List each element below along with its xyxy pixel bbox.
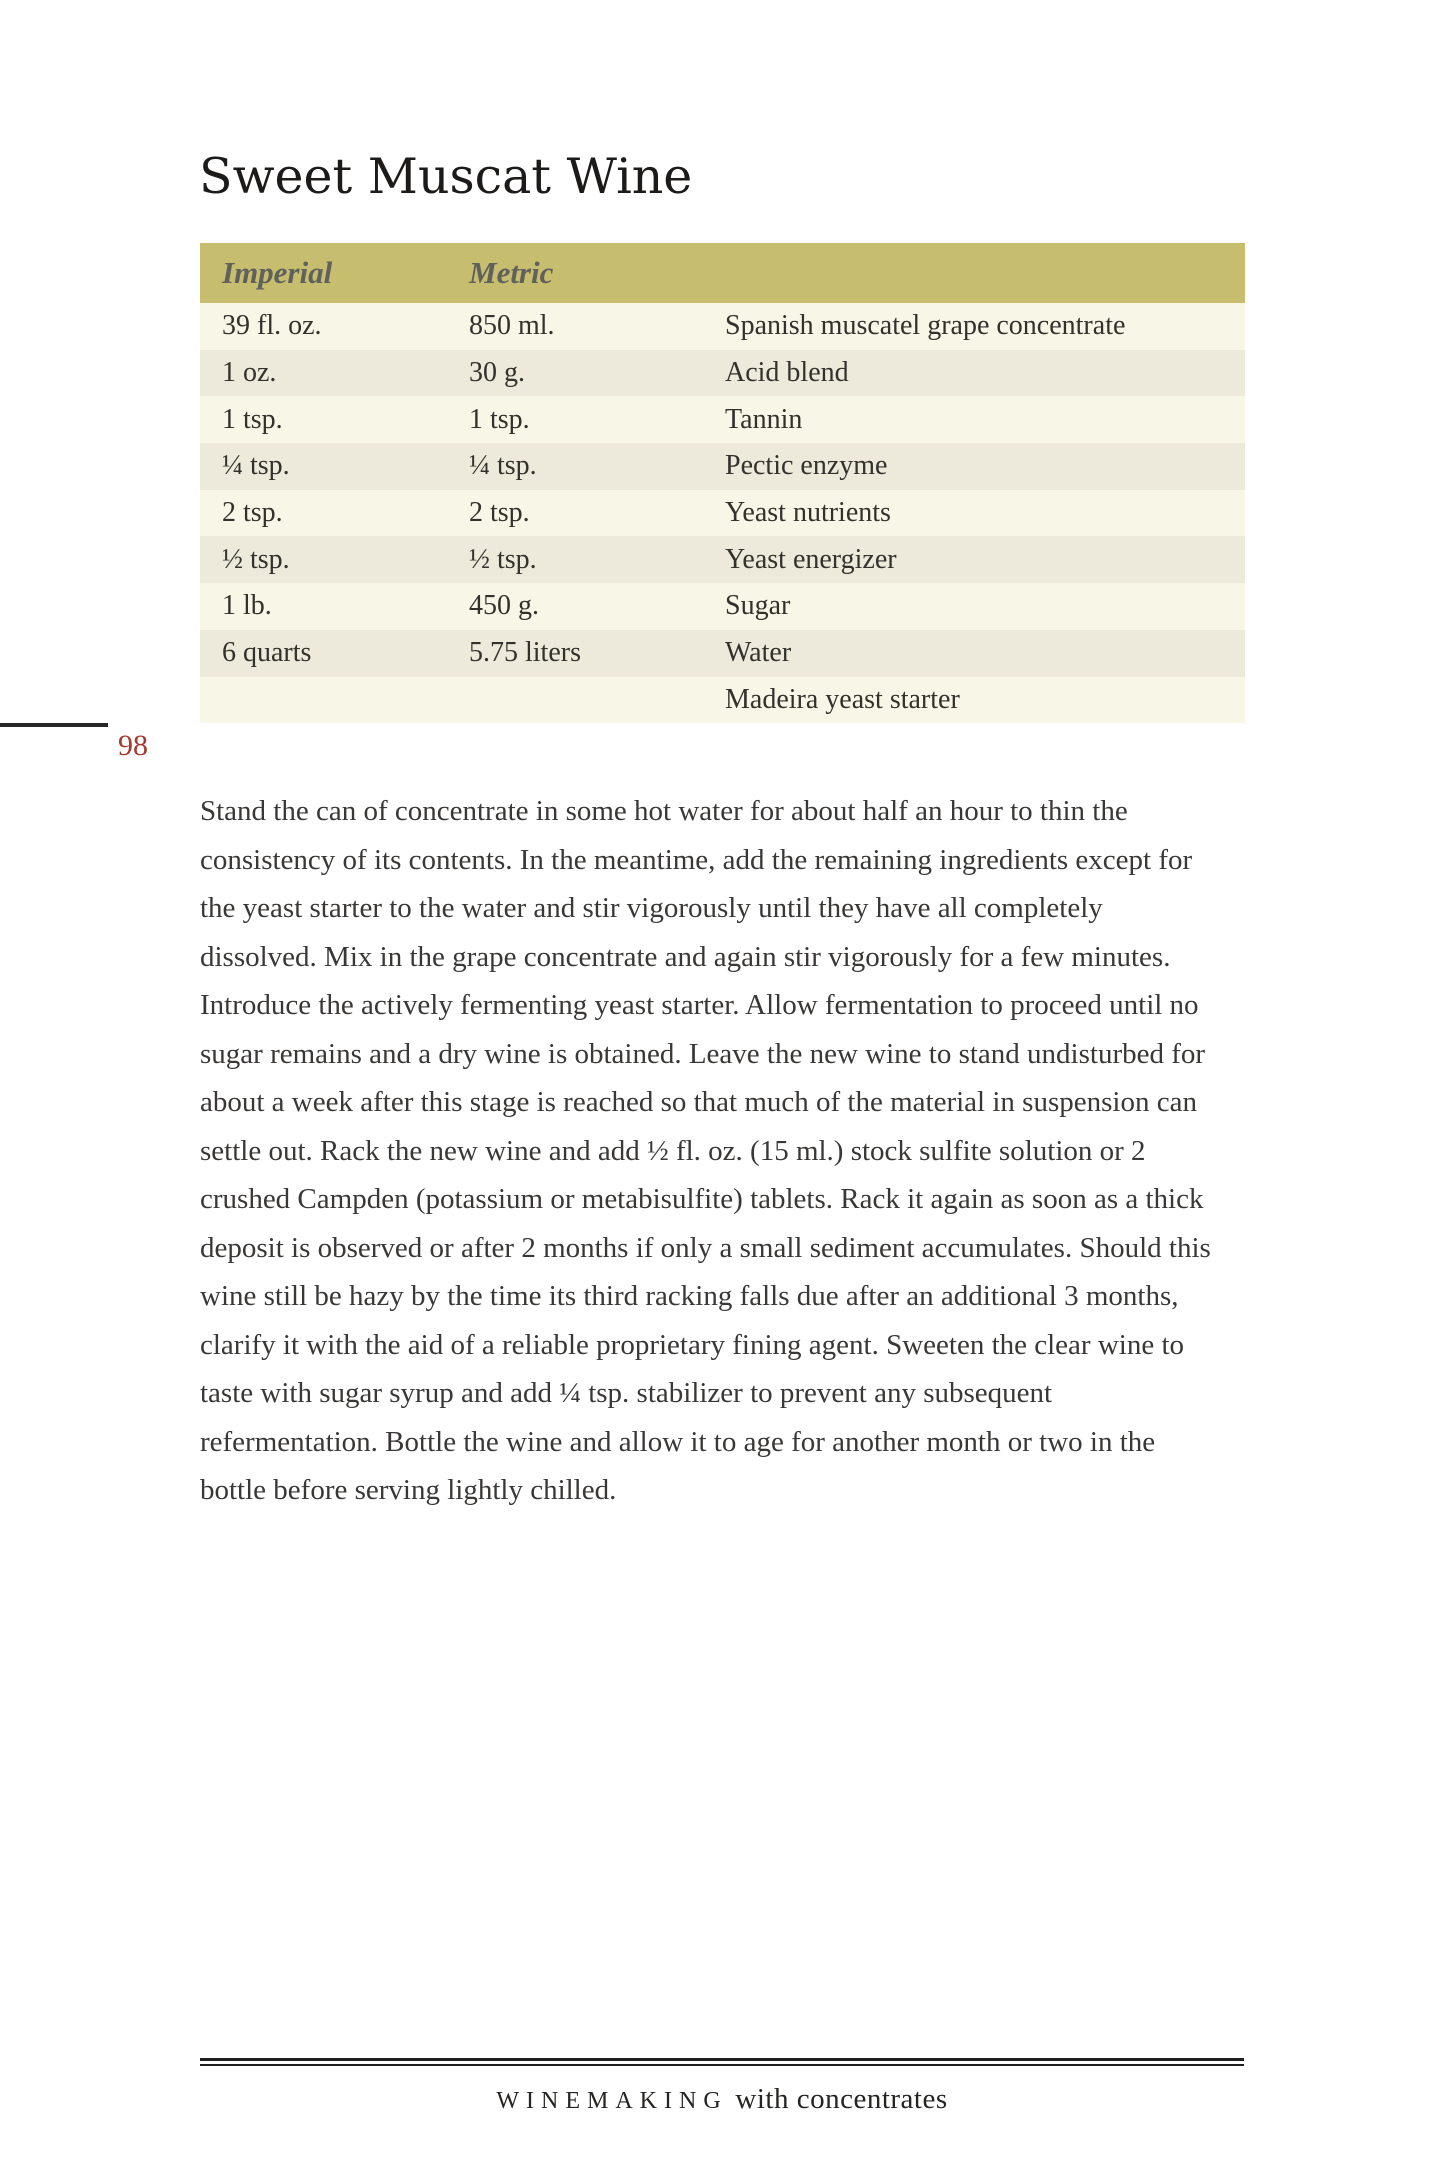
table-row: [200, 396, 1245, 443]
ingredient-cell: Pectic enzyme: [725, 450, 888, 482]
table-row: [200, 536, 1245, 583]
recipe-instructions: Stand the can of concentrate in some hot water for about half an hour to thin the consistency of its contents. In the meantime, add the remaining ingredients except for the yeast starter to the water and stir vigorously until they have all completely dissolved. Mix in the grape concentrate and again stir vigorously for a few minutes. Introduce the actively fermenting yeast starter. Allow fermentation to proceed until no sugar remains and a dry wine is obtained. Leave the new wine to stand undisturbed for about a week after this stage is reached so that much of the material in suspension can settle out. Rack the new wine and add ½ fl. oz. (15 ml.) stock sulfite solution or 2 crushed Campden (potassium or metabisulfite) tablets. Rack it again as soon as a thick deposit is observed or after 2 months if only a small sediment accumulates. Should this wine still be hazy by the time its third racking falls due after an additional 3 months, clarify it with the aid of a reliable proprietary fining agent. Sweeten the clear wine to taste with sugar syrup and add ¼ tsp. stabilizer to prevent any subsequent refermentation. Bottle the wine and allow it to age for another month or two in the bottle before serving lightly chilled.: [200, 795, 1211, 1506]
ingredient-cell: Tannin: [725, 403, 803, 435]
imperial-cell: 2 tsp.: [222, 497, 283, 529]
imperial-column-header: Imperial: [222, 255, 333, 290]
page-margin-rule: [0, 723, 108, 727]
ingredient-cell: Water: [725, 637, 792, 669]
ingredients-table: [200, 243, 1245, 723]
table-row: [200, 677, 1245, 724]
footer-book-series: WINEMAKING: [496, 2088, 728, 2114]
imperial-cell: ½ tsp.: [222, 543, 290, 575]
imperial-cell: [200, 677, 447, 724]
imperial-cell: 1 tsp.: [222, 403, 283, 435]
table-row: [200, 630, 1245, 677]
imperial-cell: 1 lb.: [222, 590, 272, 622]
metric-cell: ¼ tsp.: [469, 450, 537, 482]
table-row: [200, 443, 1245, 490]
running-footer: [200, 2083, 1244, 2116]
table-row: [200, 490, 1245, 537]
table-row: [200, 303, 1245, 350]
table-row: [200, 350, 1245, 397]
metric-column-header: Metric: [469, 255, 554, 290]
metric-cell: ½ tsp.: [469, 543, 537, 575]
imperial-cell: ¼ tsp.: [222, 450, 290, 482]
page-number: 98: [118, 729, 148, 762]
ingredient-cell: Yeast energizer: [725, 543, 897, 575]
ingredient-cell: Yeast nutrients: [725, 497, 891, 529]
ingredient-cell: Spanish muscatel grape concentrate: [725, 310, 1126, 342]
metric-cell: [447, 677, 703, 724]
metric-cell: 2 tsp.: [469, 497, 530, 529]
ingredient-cell: Madeira yeast starter: [725, 683, 960, 715]
imperial-cell: 1 oz.: [222, 357, 277, 389]
metric-cell: 30 g.: [469, 357, 525, 389]
footer-double-rule: [200, 2058, 1244, 2066]
ingredient-column-header: [703, 243, 1245, 303]
metric-cell: 450 g.: [469, 590, 539, 622]
ingredient-cell: Acid blend: [725, 357, 849, 389]
imperial-cell: 39 fl. oz.: [222, 310, 322, 342]
page-title: Sweet Muscat Wine: [199, 148, 693, 205]
ingredient-cell: Sugar: [725, 590, 791, 622]
footer-book-subtitle: with concentrates: [735, 2083, 948, 2115]
metric-cell: 1 tsp.: [469, 403, 530, 435]
imperial-cell: 6 quarts: [222, 637, 312, 669]
table-header-row: [200, 243, 1245, 303]
metric-cell: 5.75 liters: [469, 637, 581, 669]
metric-cell: 850 ml.: [469, 310, 555, 342]
table-row: [200, 583, 1245, 630]
